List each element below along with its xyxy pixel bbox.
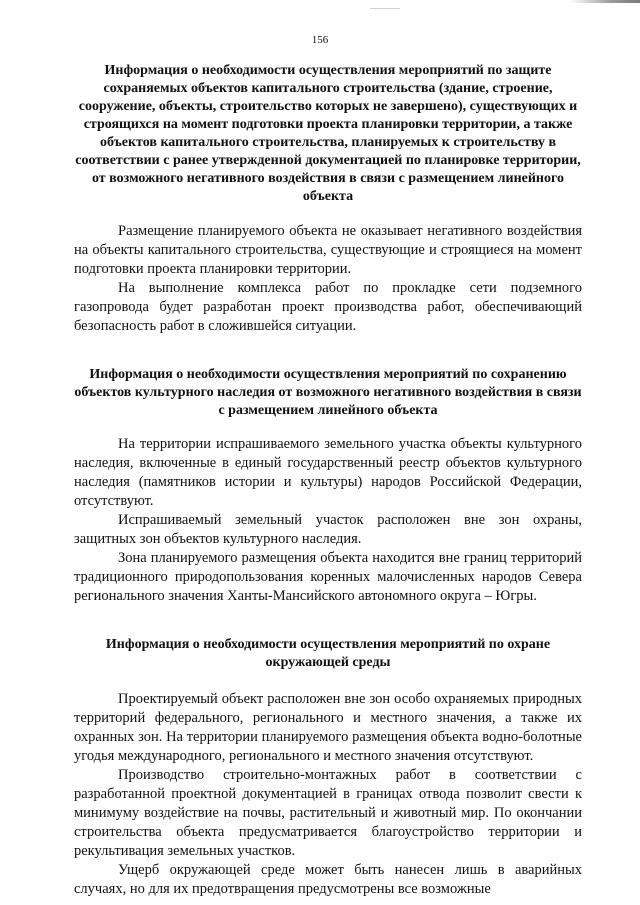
paragraph: Проектируемый объект расположен вне зон особо охраняемых природных территорий федерального, регионального и местного значения, а также их охранных зон. На территории планируемого размещения объекта водно-болотные угодья международного, регионального и местного значения отсутствуют. [74,691,582,764]
scan-artifact [570,0,640,3]
section-heading-environment-protection: Информация о необходимости осуществления мероприятий по охране окружающей среды [105,637,551,670]
scan-artifact [370,8,400,9]
page-number: 156 [311,34,329,46]
paragraph: На выполнение комплекса работ по прокладке сети подземного газопровода будет разработан проект производства работ, обеспечивающий безопасность работ в сложившейся ситуации. [74,280,582,334]
paragraph: Зона планируемого размещения объекта находится вне границ территорий традиционного природопользования коренных малочисленных народов Севера регионального значения Ханты-Мансийского автономного округа – Югры. [74,550,582,604]
paragraph: Испрашиваемый земельный участок расположен вне зон охраны, защитных зон объектов культурного наследия. [74,512,582,547]
paragraph: Размещение планируемого объекта не оказывает негативного воздействия на объекты капитального строительства, существующие и строящиеся на момент подготовки проекта планировки территории. [74,223,582,277]
section-heading-cultural-heritage: Информация о необходимости осуществления мероприятий по сохранению объектов культурного наследия от возможного негативного воздействия в связи с размещением линейного объекта [74,367,582,418]
paragraph: На территории испрашиваемого земельного участка объекты культурного наследия, включенные в единый государственный реестр объектов культурного наследия (памятников истории и культуры) народов Российской Федерации, отсутствуют. [74,436,582,509]
section-heading-protection-of-structures: Информация о необходимости осуществления мероприятий по защите сохраняемых объектов капитального строительства (здание, строение, сооружение, объекты, строительство которых не завершено), существующих и строящихся на момент подготовки проекта планировки территории, а также объектов капитального строительства, планируемых к строительству в соответствии с ранее утвержденной документацией по планировке территории, от возможного негативного воздействия в связи с размещением линейного объекта [75,63,581,204]
document-body [74,62,582,899]
paragraph: Ущерб окружающей среде может быть нанесен лишь в аварийных случаях, но для их предотвращения предусмотрены все возможные [74,862,582,897]
paragraph: Производство строительно-монтажных работ в соответствии с разработанной проектной документацией в границах отвода позволит свести к минимуму воздействие на почвы, растительный и животный мир. По окончании строительства объекта предусматривается благоустройство территории и рекультивация земельных участков. [74,767,582,859]
